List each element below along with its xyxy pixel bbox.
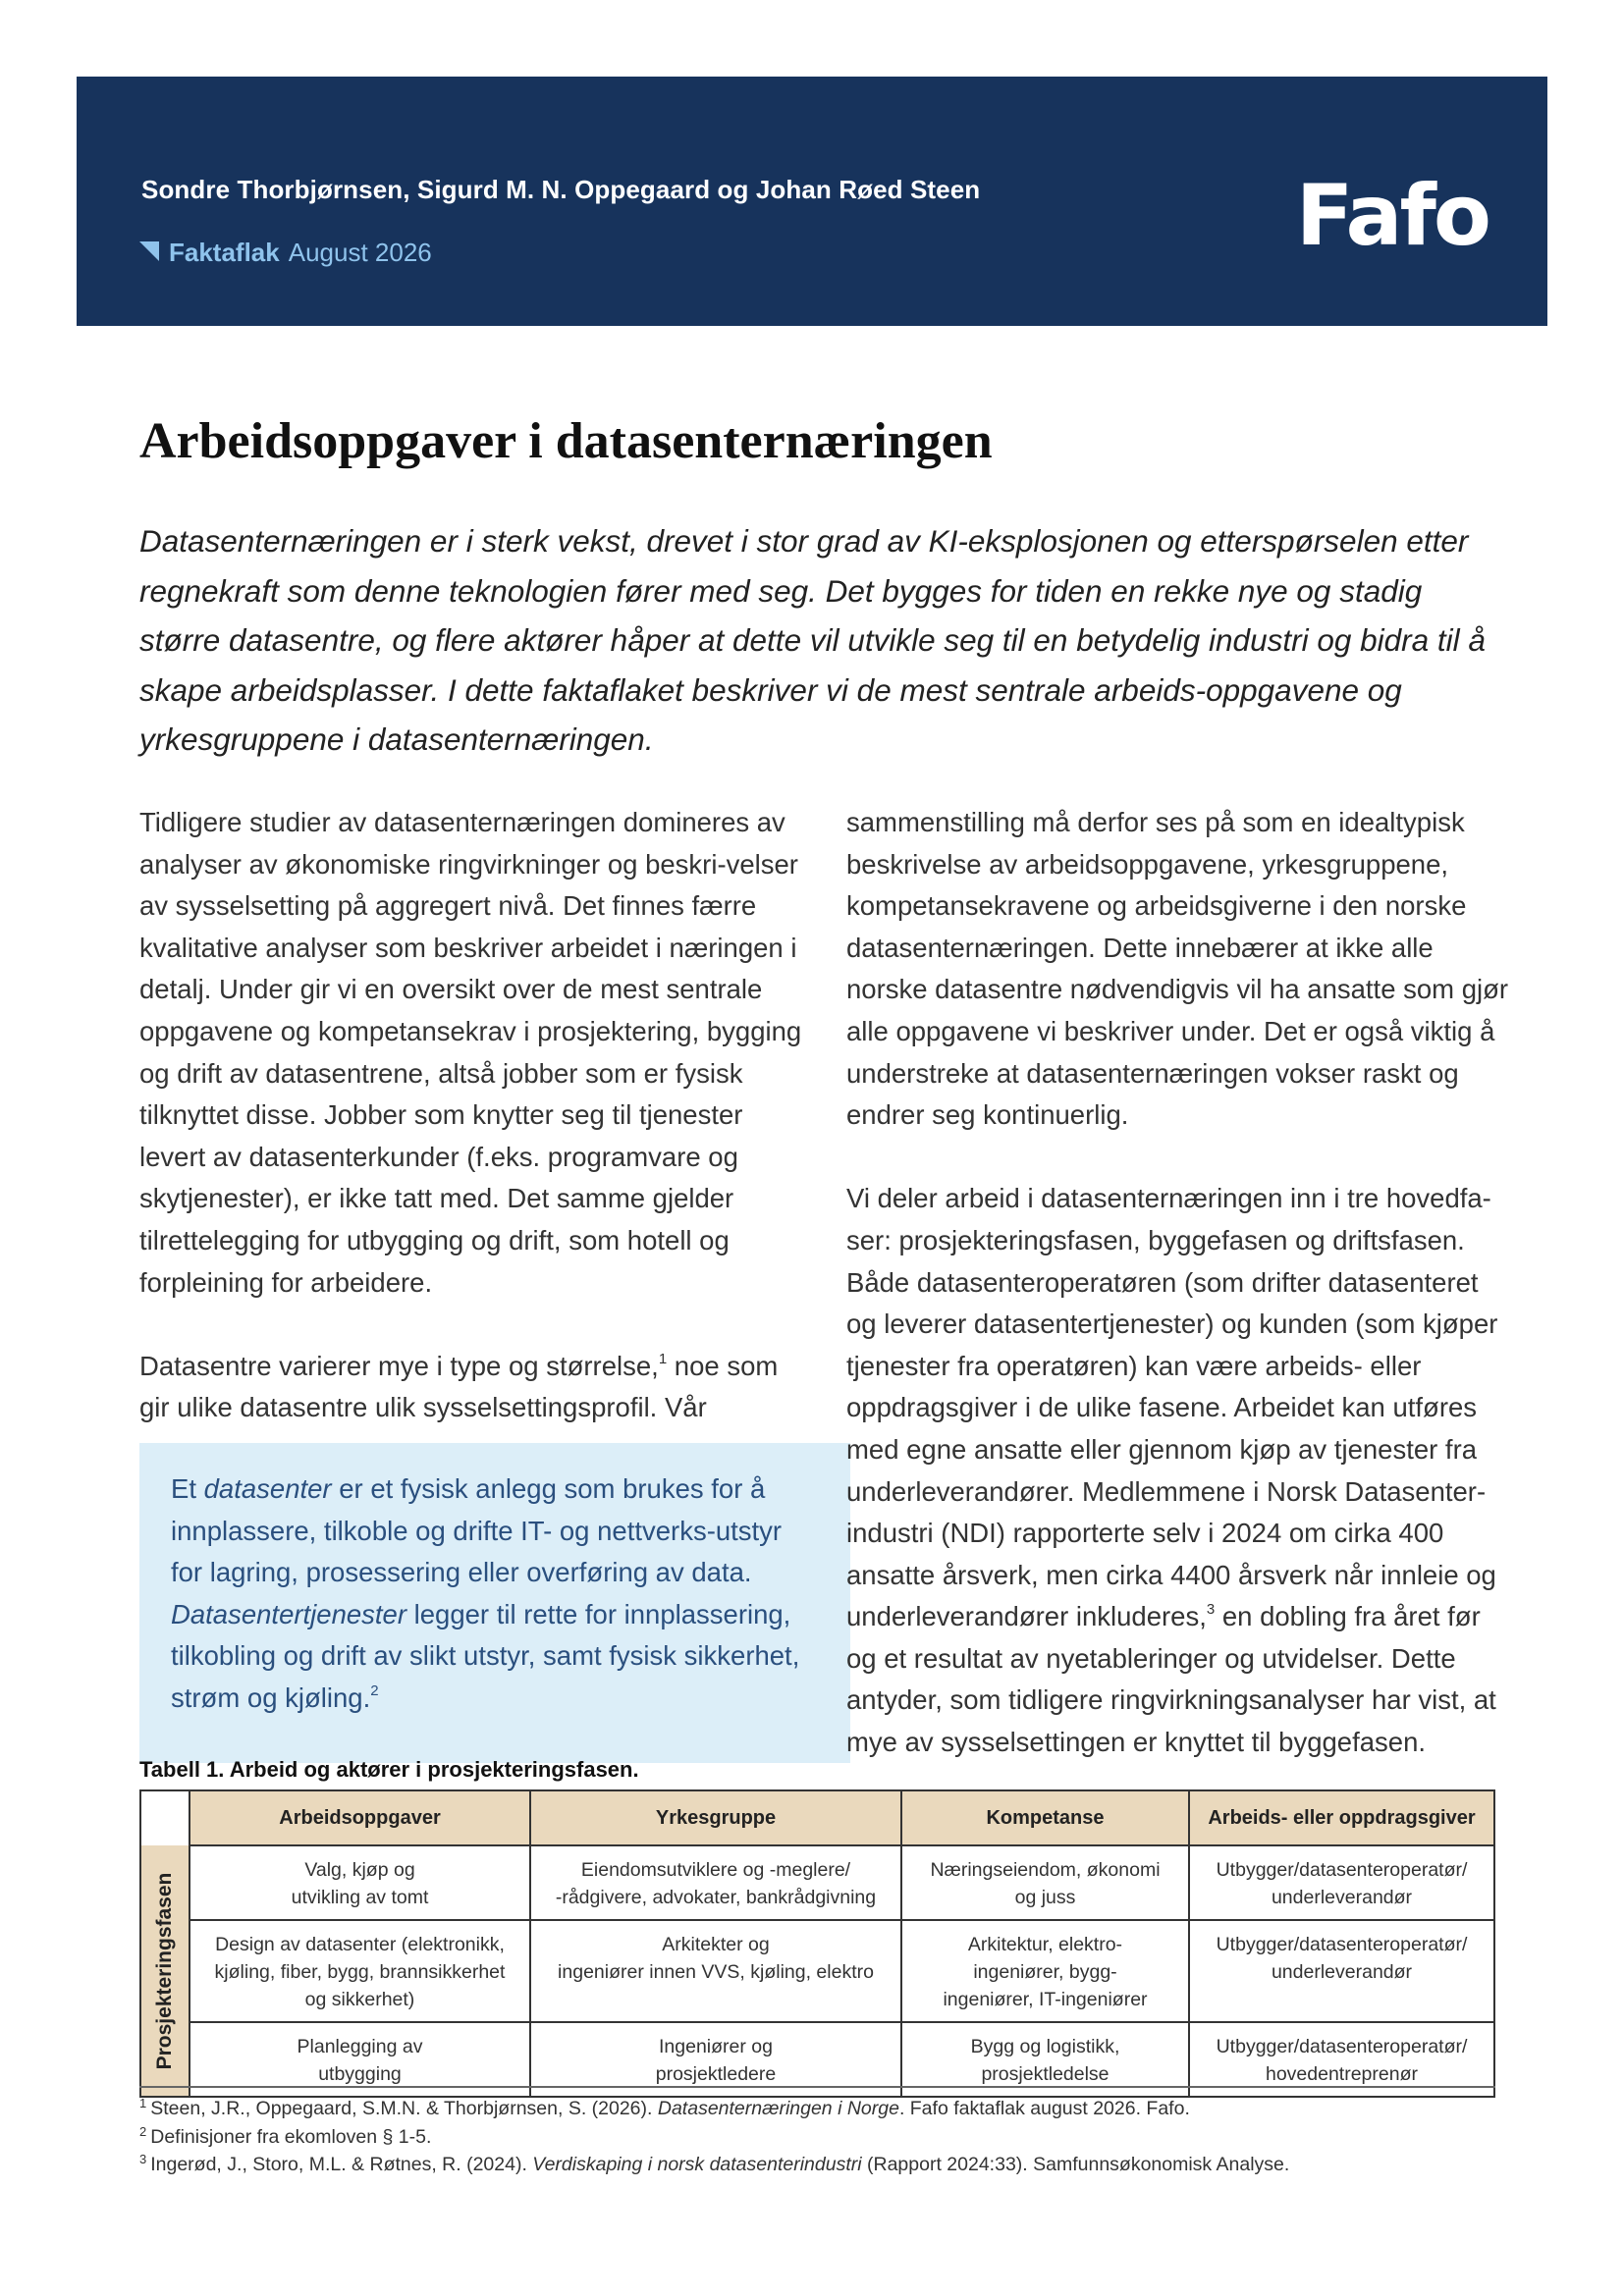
- definition-text: [171, 1468, 819, 1720]
- term-datasenter: datasenter: [203, 1473, 332, 1504]
- text-span: noe som gir ulike datasentre ulik sysselsettingsprofil. Vår: [139, 1350, 779, 1423]
- table-cell: Eiendomsutviklere og -meglere/ -rådgivere, advokater, bankrådgivning: [530, 1845, 901, 1920]
- table-cell: Utbygger/datasenteroperatør/ underleverandør: [1189, 1920, 1493, 2022]
- phase-label: Prosjekteringsfasen: [153, 1872, 176, 2069]
- series-line: [139, 238, 432, 268]
- column-header: Yrkesgruppe: [530, 1791, 901, 1845]
- table-cell: Arkitekter og ingeniører innen VVS, kjøling, elektro: [530, 1920, 901, 2022]
- footnote-ref-2[interactable]: 2: [370, 1682, 379, 1699]
- definition-box: [139, 1443, 850, 1763]
- table-cell: Ingeniører og prosjektledere: [530, 2022, 901, 2096]
- table-cell: Bygg og logistikk, prosjektledelse: [901, 2022, 1189, 2096]
- table-caption: Tabell 1. Arbeid og aktører i prosjekteringsfasen.: [139, 1757, 639, 1782]
- text-span: Vi deler arbeid i datasenternæringen inn i tre hovedfa-ser: prosjekteringsfasen, byggefasen og driftsfasen. Både datasenteroperatøren (som drifter datasenteret og leverer datasentertjenester) og kunden (som kjøper tjenester fra operatøren) kan være arbeids- eller oppdragsgiver i de ulike fasene. Arbeidet kan utføres med egne ansatte eller gjennom kjøp av tjenester fra underleverandører. Medlemmene i Norsk Datasenter-industri (NDI) rapporterte selv i 2024 om cirka 400 ansatte årsverk, men cirka 4400 årsverk når innleie og underleverandører inkluderes,: [846, 1183, 1498, 1632]
- footnote-divider: [139, 2086, 1495, 2088]
- table-cell: Planlegging av utbygging: [189, 2022, 530, 2096]
- text-span: Datasentre varierer mye i type og størrelse,: [139, 1350, 659, 1381]
- left-paragraph-1: Tidligere studier av datasenternæringen domineres av analyser av økonomiske ringvirkninger og beskri-velser av sysselsetting på aggregert nivå. Det finnes færre kvalitative analyser som beskriver arbeidet i næringen i detalj. Under gir vi en oversikt over de mest sentrale oppgavene og kompetansekrav i prosjektering, bygging og drift av datasentrene, altså jobber som er fysisk tilknyttet disse. Jobber som knytter seg til tjenester levert av datasenterkunder (f.eks. programvare og skytjenester), er ikke tatt med. Det samme gjelder tilrettelegging for utbygging og drift, som hotell og forpleining for arbeidere.: [139, 807, 802, 1298]
- header-banner: [77, 77, 1547, 326]
- footnote-ref-3[interactable]: 3: [1206, 1601, 1216, 1619]
- footnotes: [139, 2095, 1514, 2179]
- publication-date: August 2026: [288, 238, 432, 267]
- text-span: Definisjoner fra ekomloven § 1-5.: [150, 2125, 432, 2148]
- table-cell: Valg, kjøp og utvikling av tomt: [189, 1845, 530, 1920]
- lead-paragraph: Datasenternæringen er i sterk vekst, drevet i stor grad av KI-eksplosjonen og etterspørselen etter regnekraft som denne teknologien fører med seg. Det bygges for tiden en rekke nye og stadig større datasentre, og flere aktører håper at dette vil utvikle seg til en betydelig industri og bidra til å skape arbeidsplasser. I dette faktaflaket beskriver vi de mest sentrale arbeids-oppgavene og yrkesgruppene i datasenternæringen.: [139, 523, 1486, 757]
- authors: Sondre Thorbjørnsen, Sigurd M. N. Oppegaard og Johan Røed Steen: [141, 175, 981, 204]
- table-cell: Utbygger/datasenteroperatør/ hovedentreprenør: [1189, 2022, 1493, 2096]
- page-title: Arbeidsoppgaver i datasenternæringen: [139, 413, 993, 469]
- column-header: Arbeidsoppgaver: [189, 1791, 530, 1845]
- text-span: (Rapport 2024:33). Samfunnsøkonomisk Analyse.: [861, 2154, 1290, 2176]
- text-span: . Fafo faktaflak august 2026. Fafo.: [898, 2098, 1190, 2119]
- term-datasentertjenester: Datasentertjenester: [171, 1598, 406, 1629]
- text-span: er et fysisk anlegg som brukes for å innplassere, tilkoble og drifte IT- og nettverks-utstyr for lagring, prosessering eller overføring av data.: [171, 1473, 783, 1588]
- table-cell: Næringseiendom, økonomi og juss: [901, 1845, 1189, 1920]
- left-paragraph-2: [139, 1346, 807, 1429]
- right-column: [846, 802, 1514, 1764]
- table-cell: Design av datasenter (elektronikk, kjøling, fiber, bygg, brannsikkerhet og sikkerhet): [189, 1920, 530, 2022]
- column-header: Kompetanse: [901, 1791, 1189, 1845]
- phase-table: [139, 1789, 1495, 2098]
- phase-cell: [141, 1845, 189, 2096]
- fafo-logo: Fafo: [1295, 167, 1489, 265]
- table-row: [141, 2022, 1493, 2096]
- footnote-3: [139, 2151, 1514, 2179]
- footnote-ref-1[interactable]: 1: [658, 1350, 668, 1367]
- table-row: [141, 1845, 1493, 1920]
- text-span: Steen, J.R., Oppegaard, S.M.N. & Thorbjørnsen, S. (2026).: [150, 2098, 658, 2119]
- triangle-marker-icon: [139, 241, 159, 261]
- table-header-row: [141, 1791, 1493, 1845]
- table-cell: Arkitektur, elektro- ingeniører, bygg- ingeniører, IT-ingeniører: [901, 1920, 1189, 2022]
- table-cell: Utbygger/datasenteroperatør/ underleverandør: [1189, 1845, 1493, 1920]
- text-span: legger til rette for innplassering, tilkobling og drift av slikt utstyr, samt fysisk sikkerhet, strøm og kjøling.: [171, 1598, 800, 1713]
- left-column: [139, 802, 807, 1429]
- right-paragraph-2: [846, 1178, 1514, 1763]
- footnote-number: 1: [139, 2096, 147, 2110]
- footnote-number: 2: [139, 2123, 147, 2139]
- footnote-title: Verdiskaping i norsk datasenterindustri: [532, 2154, 862, 2176]
- text-span: en dobling fra året før og et resultat av nyetableringer og utvidelser. Dette antyder, som tidligere ringvirkningsanalyser har vist, at mye av sysselsettingen er knyttet til byggefasen.: [846, 1601, 1496, 1758]
- column-header: Arbeids- eller oppdragsgiver: [1189, 1791, 1493, 1845]
- footnote-number: 3: [139, 2152, 147, 2167]
- footnote-1: [139, 2095, 1514, 2123]
- footnote-title: Datasenternæringen i Norge: [657, 2098, 899, 2119]
- series-name: Faktaflak: [169, 238, 280, 267]
- right-paragraph-1: sammenstilling må derfor ses på som en idealtypisk beskrivelse av arbeidsoppgavene, yrkesgruppene, kompetansekravene og arbeidsgiverne i den norske datasenternæringen. Dette innebærer at ikke alle norske datasentre nødvendigvis vil ha ansatte som gjør alle oppgavene vi beskriver under. Det er også viktig å understreke at datasenternæringen vokser raskt og endrer seg kontinuerlig.: [846, 807, 1509, 1131]
- table-corner: [141, 1791, 189, 1845]
- text-span: Et: [171, 1473, 204, 1504]
- footnote-2: [139, 2123, 1514, 2152]
- table-row: [141, 1920, 1493, 2022]
- text-span: Ingerød, J., Storo, M.L. & Røtnes, R. (2024).: [150, 2154, 533, 2176]
